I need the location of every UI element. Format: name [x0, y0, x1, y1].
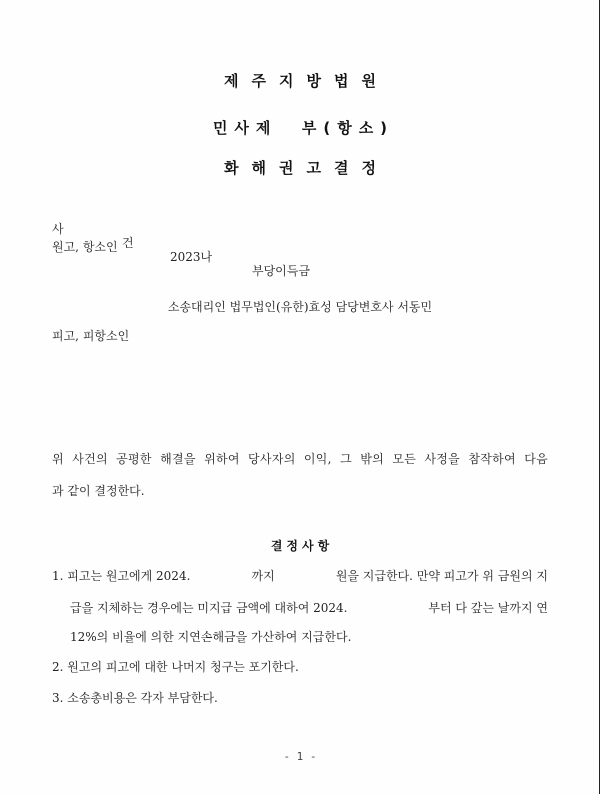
- preamble-line-1: 위 사건의 공평한 해결을 위하여 당사자의 이익, 그 밖의 모든 사정을 참작하여 다음: [52, 452, 548, 466]
- case-name: 부당이득금: [252, 264, 310, 278]
- item-1-segment: 부터 다 갚는 날까지 연: [428, 601, 548, 615]
- decision-item-1-line-1: [52, 569, 548, 583]
- division-name: 민사제 부(항소): [212, 119, 395, 137]
- decision-item-3: 3. 소송총비용은 각자 부담한다.: [52, 691, 218, 705]
- item-1-segment: 급을 지체하는 경우에는 미지급 금액에 대하여 2024.: [70, 601, 348, 615]
- page-number: - 1 -: [283, 750, 317, 763]
- plaintiff-counsel: 소송대리인 법무법인(유한)효성 담당변호사 서동민: [167, 300, 433, 314]
- preamble-line-2: 과 같이 결정한다.: [52, 484, 145, 498]
- decision-item-2: 2. 원고의 피고에 대한 나머지 청구는 포기한다.: [52, 660, 299, 674]
- decision-heading: 결정사항: [270, 539, 334, 553]
- case-label-first-char: 사: [52, 222, 64, 236]
- court-name: 제주지방법원: [224, 72, 389, 90]
- case-number: 2023나: [170, 250, 213, 264]
- decision-item-1-line-2: [70, 601, 548, 615]
- decision-item-1-line-3: 12%의 비율에 의한 지연손해금을 가산하여 지급한다.: [70, 630, 352, 644]
- plaintiff-label: 원고, 항소인: [52, 240, 118, 254]
- item-1-segment: 원을 지급한다. 만약 피고가 위 금원의 지: [335, 569, 548, 583]
- item-1-segment: 까지: [251, 569, 275, 583]
- defendant-label: 피고, 피항소인: [52, 329, 130, 343]
- item-1-segment: 1. 피고는 원고에게 2024.: [52, 569, 191, 583]
- case-label-second-char: 건: [122, 236, 134, 250]
- document-title: 화해권고결정: [224, 159, 389, 177]
